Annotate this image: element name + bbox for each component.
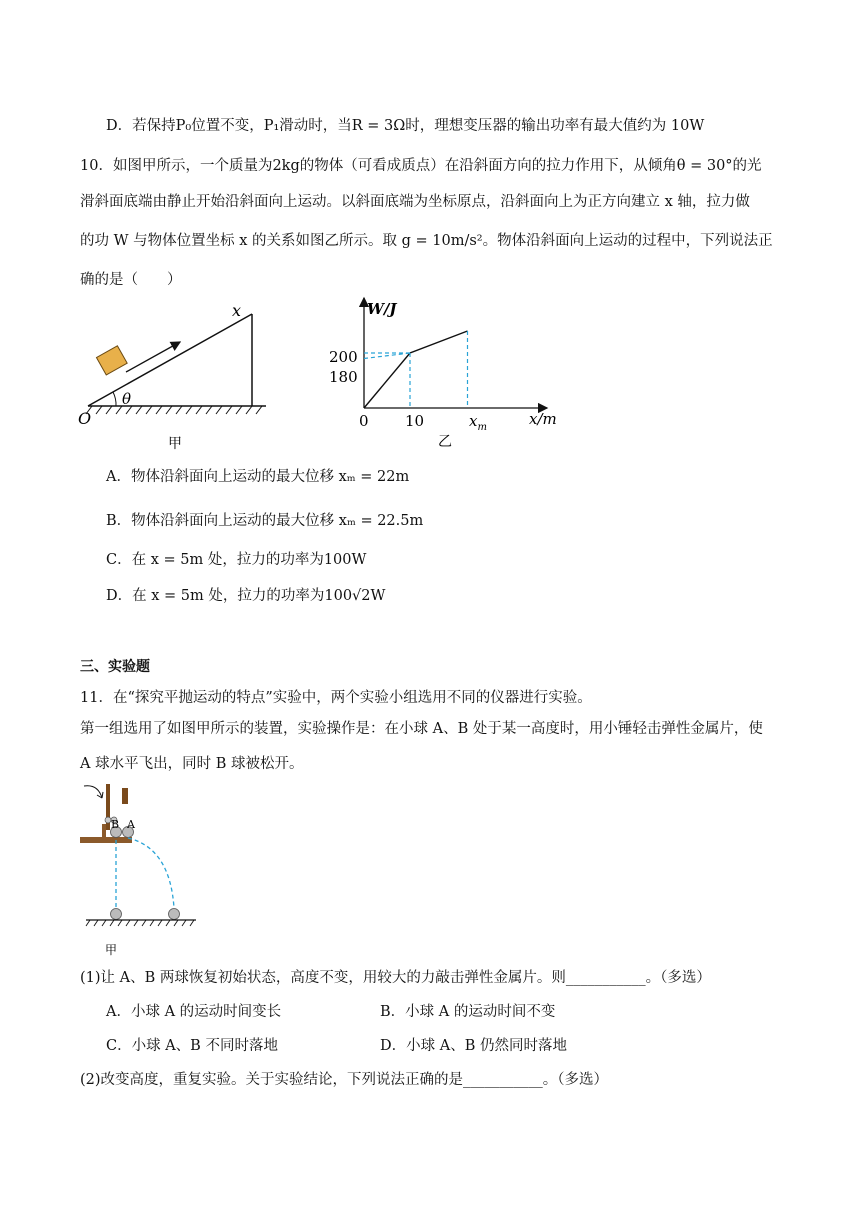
work-curve [364,331,468,408]
angle-arc [113,392,116,406]
q10-option-b[interactable]: B．物体沿斜面向上运动的最大位移 xₘ = 22.5m [106,513,424,529]
q11-para-line2: A 球水平飞出，同时 B 球被松开。 [80,756,304,772]
platform [80,837,132,843]
guide-180-extension [364,353,410,359]
q11-sub1: (1)让 A、B 两球恢复初始状态，高度不变，用较大的力敲击弹性金属片。则___________。（多选） [80,970,711,986]
force-arrow [126,342,180,372]
q11-para-line1: 第一组选用了如图甲所示的装置，实验操作是：在小球 A、B 处于某一高度时，用小锤轻击弹性金属片，使 [80,721,763,737]
q10-option-c[interactable]: C．在 x = 5m 处，拉力的功率为100W [106,552,367,568]
hammer-head [122,788,128,804]
parabolic-path [128,838,174,908]
tick-label-200: 200 [329,348,358,366]
x-axis-title: x/m [529,410,557,428]
x-axis-label: x [232,301,242,320]
label-b: B [111,818,120,831]
q10-stem-line1: 10．如图甲所示，一个质量为2kg的物体（可看成质点）在沿斜面方向的拉力作用下，从倾角θ = 30°的光 [80,158,762,174]
label-a: A [127,818,135,831]
y-axis-title: W/J [367,300,397,318]
section-title: 三、实验题 [80,659,150,675]
projectile-apparatus-figure [78,778,198,958]
q11-stem: 11．在“探究平抛运动的特点”实验中，两个实验小组选用不同的仪器进行实验。 [80,690,592,706]
theta-label: θ [122,390,132,408]
incline-figure [72,300,272,452]
apparatus-caption: 甲 [105,943,118,957]
tick-label-xm: $x_m$ [469,412,487,433]
q11-sub1-option-b[interactable]: B．小球 A 的运动时间不变 [380,1004,556,1020]
q10-option-d[interactable]: D．在 x = 5m 处，拉力的功率为100√2W [106,588,386,604]
q11-sub1-option-a[interactable]: A．小球 A 的运动时间变长 [106,1004,282,1020]
q9-option-d: D．若保持P₀位置不变，P₁滑动时，当R = 3Ω时，理想变压器的输出功率有最大值约为 10W [106,118,705,134]
ground-hatch [86,406,262,414]
q11-sub1-option-d[interactable]: D．小球 A、B 仍然同时落地 [380,1038,567,1054]
figure-caption-jia: 甲 [168,436,182,452]
q10-stem-line3: 的功 W 与物体位置坐标 x 的关系如图乙所示。取 g = 10m/s²。物体沿斜面向上运动的过程中，下列说法正 [80,233,773,249]
q11-sub2: (2)改变高度，重复实验。关于实验结论，下列说法正确的是___________。（多选） [80,1072,609,1088]
q11-sub1-option-c[interactable]: C．小球 A、B 不同时落地 [106,1038,278,1054]
tick-label-10: 10 [405,412,425,430]
q10-option-a[interactable]: A．物体沿斜面向上运动的最大位移 xₘ = 22m [106,469,410,485]
tick-label-180: 180 [329,368,358,386]
q10-stem-line2: 滑斜面底端由静止开始沿斜面向上运动。以斜面底端为坐标原点，沿斜面向上为正方向建立 x 轴，拉力做 [80,194,750,210]
work-displacement-chart [325,292,565,452]
block [96,346,127,375]
q10-stem-line4: 确的是（ ） [80,272,182,288]
origin-label: O [78,409,92,428]
tick-label-0: 0 [359,412,369,430]
figure-caption-yi: 乙 [438,434,452,450]
